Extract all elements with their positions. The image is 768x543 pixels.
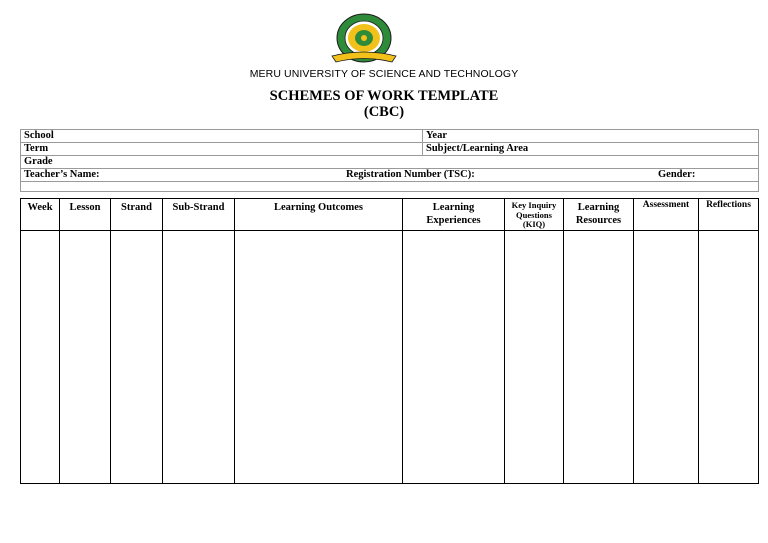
cell-assessment[interactable] [634, 230, 699, 483]
teacher-field[interactable] [21, 169, 759, 182]
year-field[interactable] [423, 130, 759, 143]
grade-field[interactable] [21, 156, 759, 169]
university-name: MERU UNIVERSITY OF SCIENCE AND TECHNOLOGY [249, 68, 519, 80]
term-label: Term [24, 143, 49, 154]
school-field[interactable] [21, 130, 423, 143]
column-header-lesson: Lesson [60, 199, 111, 231]
university-logo [326, 12, 402, 68]
column-header-week: Week [21, 199, 60, 231]
cell-kiq[interactable] [505, 230, 564, 483]
column-header-sub-strand: Sub-Strand [163, 199, 235, 231]
info-table [20, 129, 759, 192]
cell-strand[interactable] [111, 230, 163, 483]
document-title: SCHEMES OF WORK TEMPLATE [269, 88, 499, 104]
year-label: Year [426, 130, 447, 141]
grade-label: Grade [24, 156, 53, 167]
university-crest-icon [326, 12, 402, 68]
cell-learning-experiences[interactable] [403, 230, 505, 483]
cell-learning-resources[interactable] [564, 230, 634, 483]
cell-reflections[interactable] [699, 230, 759, 483]
table-header-row [21, 199, 759, 231]
column-header-learning-outcomes: Learning Outcomes [235, 199, 403, 231]
cell-learning-outcomes[interactable] [235, 230, 403, 483]
column-header-learning-resources: Learning Resources [564, 199, 634, 231]
teacher-label: Teacher’s Name: [24, 169, 100, 180]
table-row [21, 230, 759, 483]
cell-lesson[interactable] [60, 230, 111, 483]
teacher-line [24, 169, 755, 181]
gender-label: Gender: [658, 169, 696, 180]
column-header-learning-experiences: Learning Experiences [403, 199, 505, 231]
scheme-table [20, 198, 759, 484]
subject-label: Subject/Learning Area [426, 143, 529, 154]
subject-field[interactable] [423, 143, 759, 156]
cell-sub-strand[interactable] [163, 230, 235, 483]
info-row-spacer [21, 182, 759, 192]
document-subtitle: (CBC) [363, 104, 405, 120]
column-header-strand: Strand [111, 199, 163, 231]
registration-label: Registration Number (TSC): [346, 169, 475, 180]
school-label: School [24, 130, 54, 141]
spacer-cell [21, 182, 759, 192]
info-row-grade [21, 156, 759, 169]
column-header-reflections: Reflections [699, 199, 759, 231]
cell-week[interactable] [21, 230, 60, 483]
column-header-kiq: Key Inquiry Questions (KIQ) [505, 199, 564, 231]
term-field[interactable] [21, 143, 423, 156]
info-row-teacher [21, 169, 759, 182]
info-row-term [21, 143, 759, 156]
column-header-assessment: Assessment [634, 199, 699, 231]
info-row-school [21, 130, 759, 143]
